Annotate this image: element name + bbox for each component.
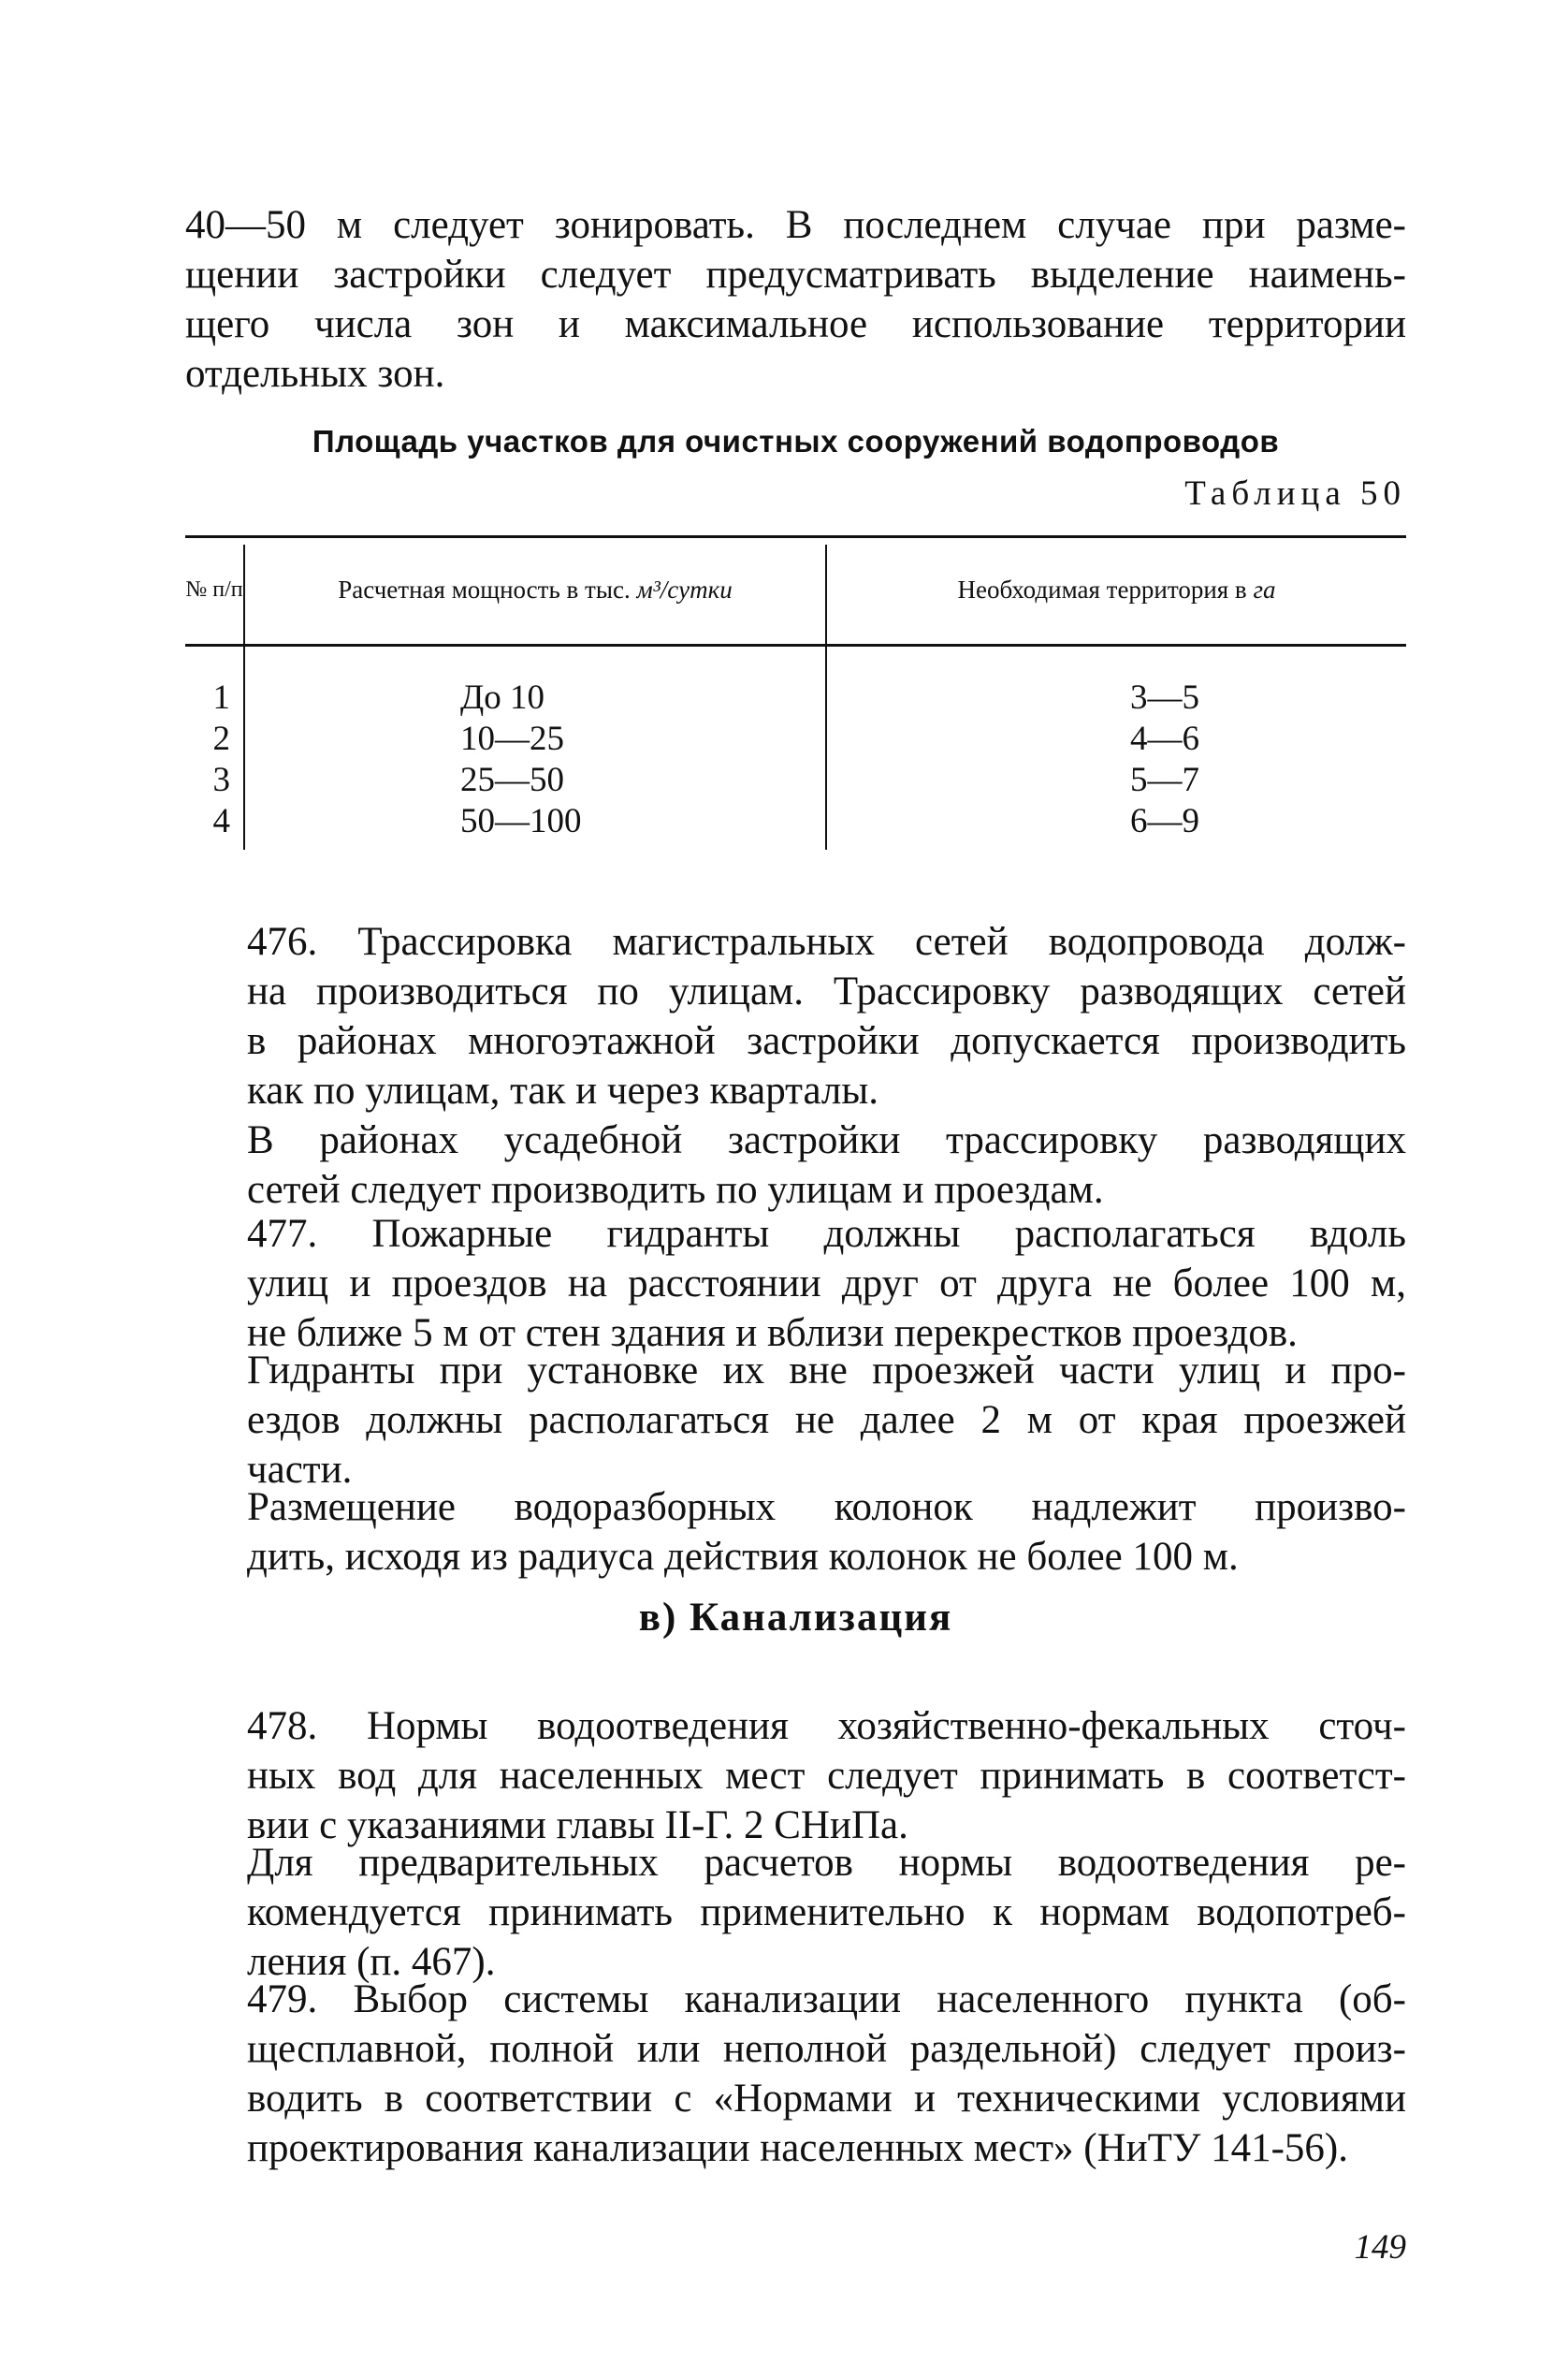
header-area xyxy=(827,535,1406,644)
row-capacity: 10—25 xyxy=(460,720,564,758)
page-number: 149 xyxy=(1354,2228,1406,2267)
table-row xyxy=(185,760,1406,801)
text-line: улиц и проездов на расстоянии друг от друга не более 100 м, xyxy=(247,1261,1406,1305)
text-line: 477. Пожарные гидранты должны располагаться вдоль xyxy=(247,1212,1406,1256)
row-capacity: До 10 xyxy=(460,678,544,717)
text-line: части. xyxy=(247,1448,353,1492)
header-number: № п/п xyxy=(185,577,243,602)
paragraph-476-continued xyxy=(185,1116,1406,1215)
header-area-unit: га xyxy=(1253,576,1276,604)
header-capacity xyxy=(245,535,825,644)
text-line: 479. Выбор системы канализации населенного пункта (об- xyxy=(247,1977,1406,2021)
table-number: Таблица 50 xyxy=(1184,474,1406,513)
text-line: щении застройки следует предусматривать выделение наимень- xyxy=(185,253,1406,297)
row-number: 3 xyxy=(212,761,230,799)
header-capacity-text: Расчетная мощность в тыс. xyxy=(338,576,637,604)
text-line: дить, исходя из радиуса действия колонок не более 100 м. xyxy=(247,1535,1239,1579)
table-row xyxy=(185,678,1406,719)
text-line: комендуется принимать применительно к нормам водопотреб- xyxy=(247,1890,1406,1934)
row-capacity: 25—50 xyxy=(460,761,564,799)
text-line: В районах усадебной застройки трассировку разводящих xyxy=(247,1118,1406,1162)
paragraph-478-continued xyxy=(185,1838,1406,1987)
intro-paragraph xyxy=(185,200,1406,399)
paragraph-476 xyxy=(185,917,1406,1116)
text-line: водить в соответствии с «Нормами и техническими условиями xyxy=(247,2077,1406,2121)
section-heading: в) Канализация xyxy=(638,1596,953,1640)
text-line: ления (п. 467). xyxy=(247,1940,496,1984)
text-line: сетей следует производить по улицам и проездам. xyxy=(247,1168,1104,1212)
text-line: отдельных зон. xyxy=(185,352,445,396)
row-area: 6—9 xyxy=(1130,802,1199,840)
paragraph-479 xyxy=(185,1975,1406,2173)
text-line: проектирования канализации населенных мест» (НиТУ 141-56). xyxy=(247,2126,1348,2170)
table-body xyxy=(185,678,1406,842)
text-line: щего числа зон и максимальное использование территории xyxy=(185,302,1406,346)
row-capacity: 50—100 xyxy=(460,802,582,840)
text-line: вии с указаниями главы II-Г. 2 СНиПа. xyxy=(247,1803,908,1847)
row-number: 2 xyxy=(212,720,230,758)
row-area: 3—5 xyxy=(1130,678,1199,717)
paragraph-477-hydrants xyxy=(185,1346,1406,1495)
text-line: на производиться по улицам. Трассировку разводящих сетей xyxy=(247,970,1406,1014)
table-title: Площадь участков для очистных сооружений водопроводов xyxy=(312,424,1280,459)
row-area: 5—7 xyxy=(1130,761,1199,799)
table-row xyxy=(185,801,1406,842)
header-area-text: Необходимая территория в xyxy=(957,576,1254,604)
text-line: ездов должны располагаться не далее 2 м от края проезжей xyxy=(247,1398,1406,1442)
paragraph-477 xyxy=(185,1209,1406,1358)
text-line: Гидранты при установке их вне проезжей части улиц и про- xyxy=(247,1349,1406,1393)
row-number: 1 xyxy=(212,678,230,717)
text-line: ных вод для населенных мест следует принимать в соответст- xyxy=(247,1754,1406,1798)
book-page xyxy=(185,0,1406,2377)
text-line: Размещение водоразборных колонок надлежит произво- xyxy=(247,1485,1406,1529)
table-row xyxy=(185,719,1406,760)
text-line: 40—50 м следует зонировать. В последнем случае при разме- xyxy=(185,203,1406,247)
paragraph-478 xyxy=(185,1701,1406,1850)
text-line: 478. Нормы водоотведения хозяйственно-фекальных сточ- xyxy=(247,1704,1406,1748)
header-capacity-unit: м³/сутки xyxy=(636,576,733,604)
text-line: 476. Трассировка магистральных сетей водопровода долж- xyxy=(247,920,1406,964)
paragraph-477-columns xyxy=(185,1482,1406,1582)
text-line: не ближе 5 м от стен здания и вблизи перекрестков проездов. xyxy=(247,1311,1298,1355)
text-line: в районах многоэтажной застройки допускается производить xyxy=(247,1019,1406,1063)
text-line: щесплавной, полной или неполной раздельной) следует произ- xyxy=(247,2027,1406,2071)
row-number: 4 xyxy=(212,802,230,840)
data-table xyxy=(185,535,1406,855)
text-line: как по улицам, так и через кварталы. xyxy=(247,1069,879,1113)
text-line: Для предварительных расчетов нормы водоотведения ре- xyxy=(247,1841,1406,1885)
table-header-rule xyxy=(185,644,1406,647)
row-area: 4—6 xyxy=(1130,720,1199,758)
